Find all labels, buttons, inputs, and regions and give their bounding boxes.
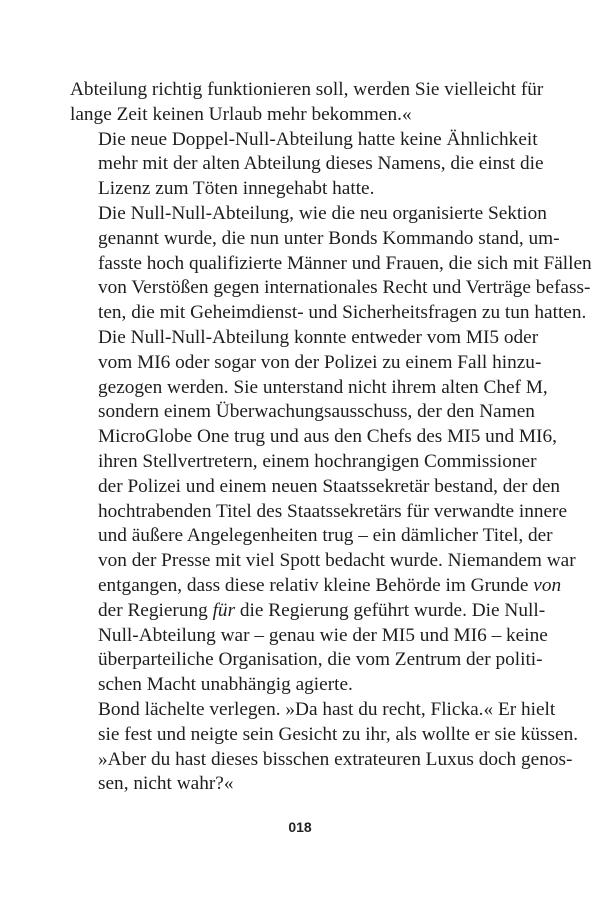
text-line: Lizenz zum Töten innegehabt hatte. [98,178,375,200]
text-line: »Aber du hast dieses bisschen extrateuren Luxus doch genos- [98,748,573,770]
text-line: sondern einem Überwachungsausschuss, der den Namen [98,401,535,423]
paragraph [70,202,592,326]
text-line: Die Null-Null-Abteilung konnte entweder vom MI5 oder [98,326,539,348]
body-text [70,78,592,797]
paragraph [70,326,576,698]
text-line: fasste hoch qualifizierte Männer und Frauen, die sich mit Fällen [98,252,592,274]
text-line: genannt wurde, die nun unter Bonds Kommando stand, um- [98,227,560,249]
text-line: lange Zeit keinen Urlaub mehr bekommen.« [70,103,412,125]
text-line: Abteilung richtig funktionieren soll, werden Sie vielleicht für [70,79,544,100]
text-line: vom MI6 oder sogar von der Polizei zu einem Fall hinzu- [98,351,542,373]
paragraph [70,698,579,797]
paragraph [70,78,544,128]
text-line: sie fest und neigte sein Gesicht zu ihr, als wollte er sie küssen. [98,723,579,745]
paragraph [70,128,544,202]
text-line: von der Presse mit viel Spott bedacht wurde. Niemandem war [98,550,576,572]
italic-word: für [212,599,236,621]
text-line: ihren Stellvertretern, einem hochrangigen Commissioner [98,450,537,472]
text-line: von Verstößen gegen internationales Recht und Verträge befass- [98,277,591,299]
text-segment: entgangen, dass diese relativ kleine Behörde im Grunde [98,574,534,596]
page-number: 018 [288,819,312,835]
text-line: Null-Abteilung war – genau wie der MI5 und MI6 – keine [98,624,548,646]
text-line: gezogen werden. Sie unterstand nicht ihrem alten Chef M, [98,376,548,398]
text-line: der Polizei und einem neuen Staatssekretär bestand, der den [98,475,561,497]
text-segment: der Regierung [98,599,213,621]
text-line: schen Macht unabhängig agierte. [98,674,353,696]
text-line: MicroGlobe One trug und aus den Chefs des MI5 und MI6, [98,426,557,448]
text-line [70,599,546,624]
text-line: Die neue Doppel-Null-Abteilung hatte keine Ähnlichkeit [98,128,538,150]
text-line: überparteiliche Organisation, die vom Zentrum der politi- [98,649,543,671]
text-line: hochtrabenden Titel des Staatssekretärs für verwandte innere [98,500,568,522]
text-line [70,574,562,599]
italic-word: von [533,574,562,596]
text-line: mehr mit der alten Abteilung dieses Namens, die einst die [98,153,544,175]
text-line: Die Null-Null-Abteilung, wie die neu organisierte Sektion [98,202,547,224]
text-line: Bond lächelte verlegen. »Da hast du recht, Flicka.« Er hielt [98,698,556,720]
text-line: und äußere Angelegenheiten trug – ein dämlicher Titel, der [98,525,553,547]
text-line: sen, nicht wahr?« [98,773,234,795]
text-line: ten, die mit Geheimdienst- und Sicherheitsfragen zu tun hatten. [98,302,587,324]
text-segment: die Regierung geführt wurde. Die Null- [235,599,546,621]
